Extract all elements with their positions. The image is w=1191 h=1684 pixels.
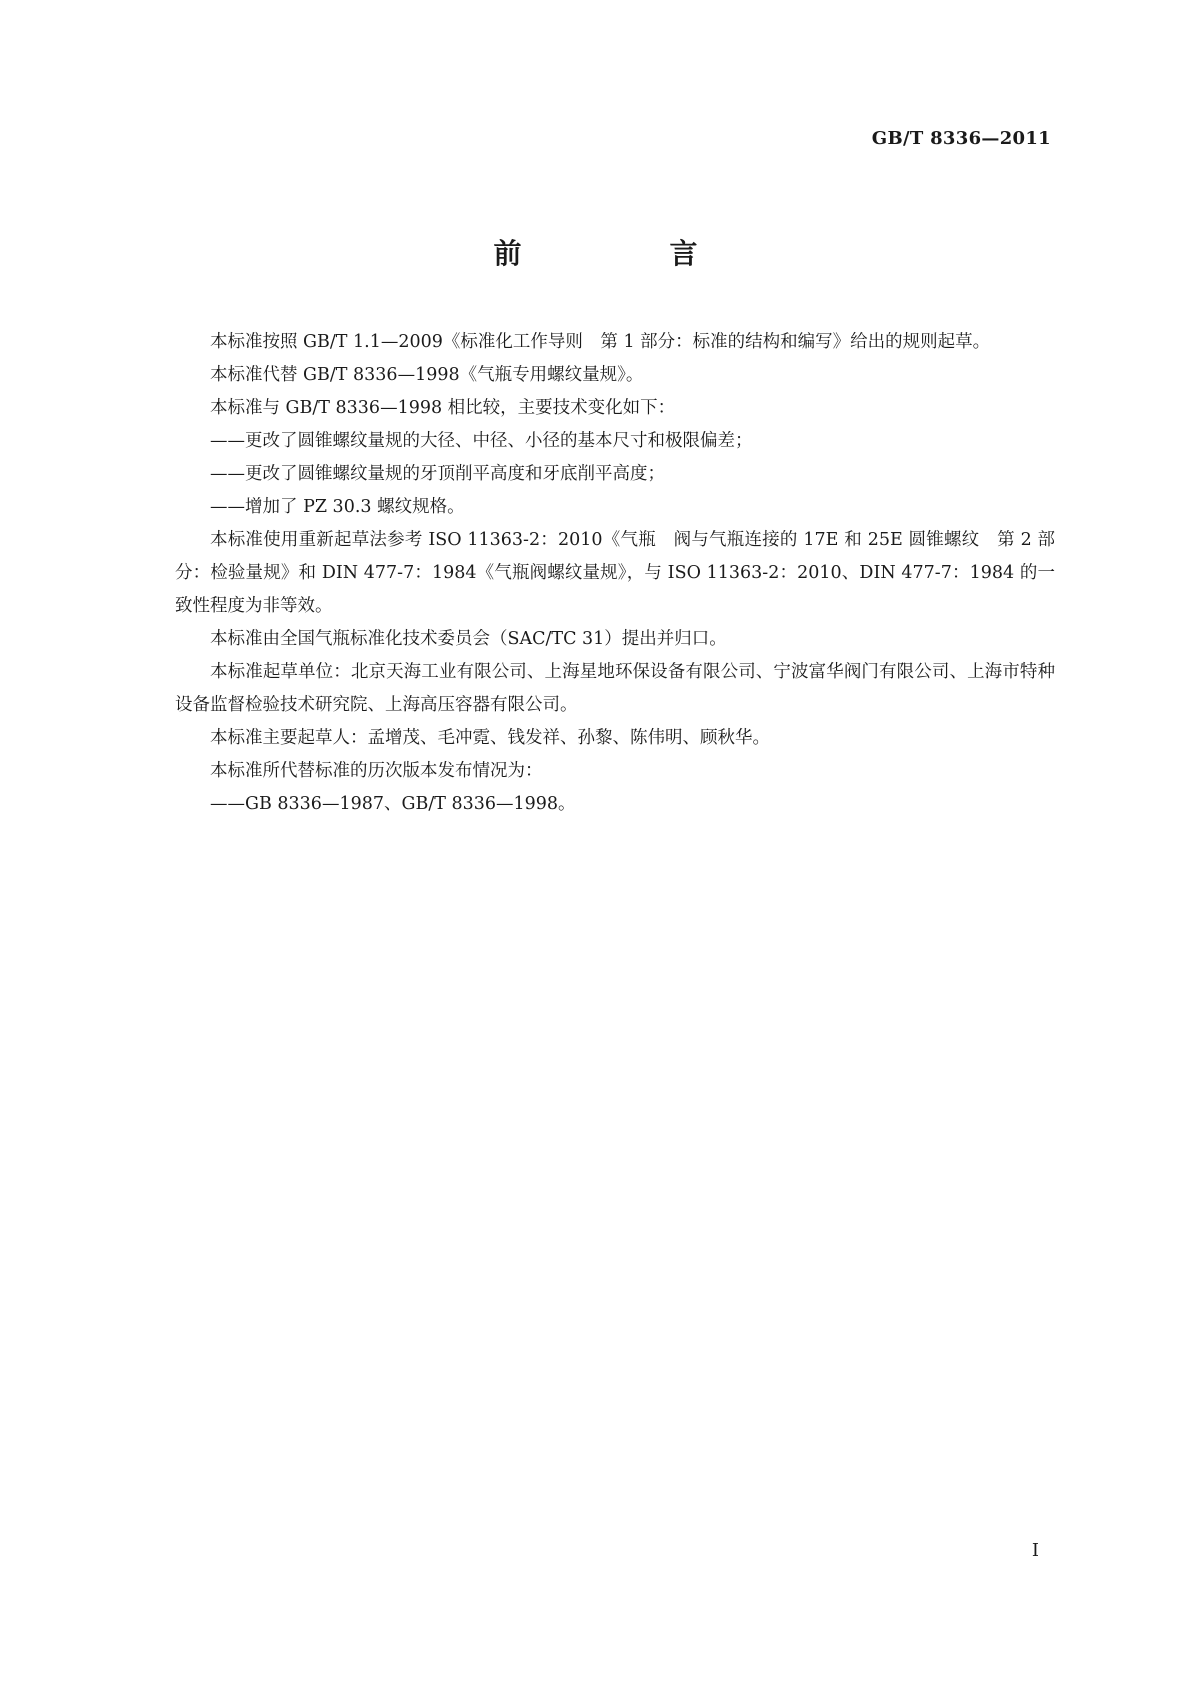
history-item: ——GB 8336—1987、GB/T 8336—1998。 [210, 794, 576, 814]
change-item-3: ——增加了 PZ 30.3 螺纹规格。 [210, 497, 465, 517]
standard-code: GB/T 8336—2011 [871, 128, 1051, 149]
paragraph-drafting-rules: 本标准按照 GB/T 1.1—2009《标准化工作导则 第 1 部分：标准的结构和编写》给出的规则起草。 [210, 332, 991, 352]
paragraph-references: 本标准使用重新起草法参考 ISO 11363-2：2010《气瓶 阀与气瓶连接的 17E 和 25E 圆锥螺纹 第 2 部分：检验量规》和 DIN 477-7：1984《气瓶阀螺纹量规》，与 ISO 11363-2：2010、DIN 477-7：1984 的一致性程度为非等效。 [175, 530, 1055, 616]
paragraph-main-changes: 本标准与 GB/T 8336—1998 相比较，主要技术变化如下： [210, 398, 676, 418]
change-item-1: ——更改了圆锥螺纹量规的大径、中径、小径的基本尺寸和极限偏差； [210, 431, 753, 451]
paragraph-replaces: 本标准代替 GB/T 8336—1998《气瓶专用螺纹量规》。 [210, 365, 644, 385]
page-title: 前 言 [493, 237, 758, 270]
page-number: I [1031, 1540, 1039, 1561]
foreword-body [175, 326, 1055, 821]
paragraph-drafting-units: 本标准起草单位：北京天海工业有限公司、上海星地环保设备有限公司、宁波富华阀门有限公司、上海市特种设备监督检验技术研究院、上海高压容器有限公司。 [175, 662, 1055, 715]
change-item-2: ——更改了圆锥螺纹量规的牙顶削平高度和牙底削平高度； [210, 464, 665, 484]
paragraph-drafters: 本标准主要起草人：孟增茂、毛冲霓、钱发祥、孙黎、陈伟明、顾秋华。 [210, 728, 770, 748]
paragraph-history-intro: 本标准所代替标准的历次版本发布情况为： [210, 761, 543, 781]
paragraph-committee: 本标准由全国气瓶标准化技术委员会（SAC/TC 31）提出并归口。 [210, 629, 727, 649]
